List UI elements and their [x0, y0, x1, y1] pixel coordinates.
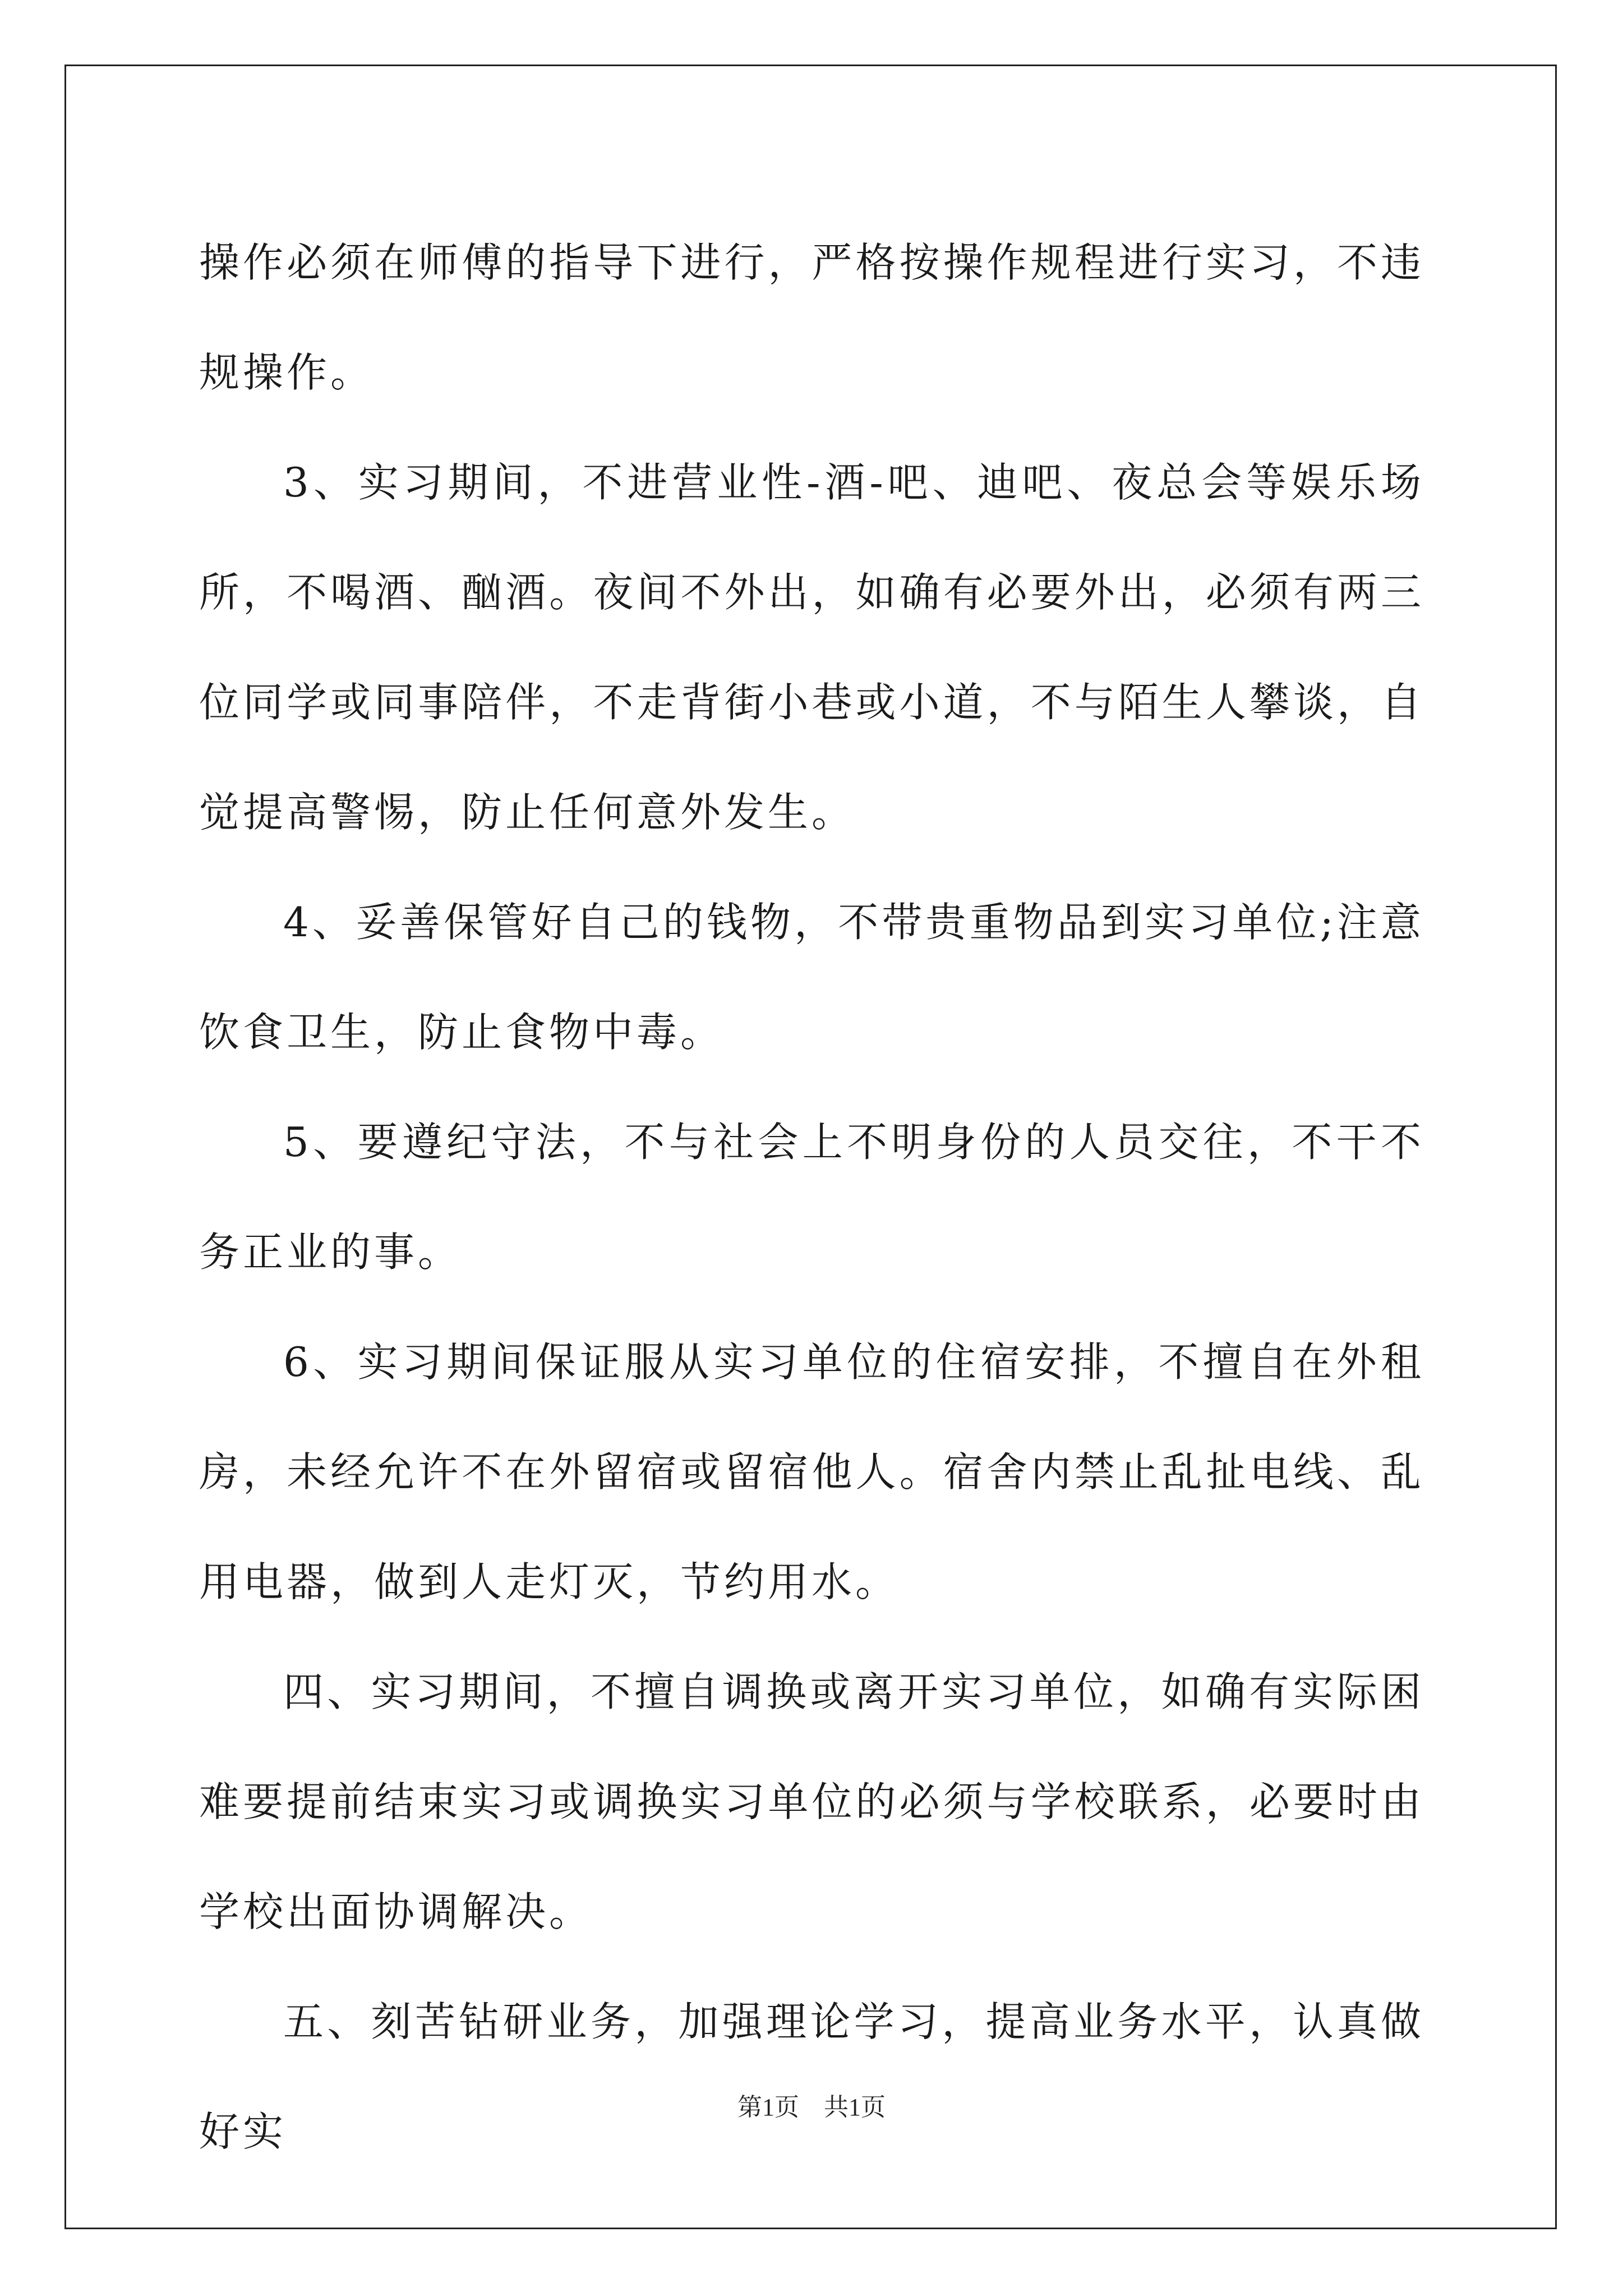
page-number-footer: 第1页 共1页: [737, 2093, 886, 2121]
paragraph-7: 五、刻苦钻研业务，加强理论学习，提高业务水平，认真做好实: [199, 1998, 1424, 2155]
paragraph-4: 5、要遵纪守法，不与社会上不明身份的人员交往，不干不务正业的事。: [199, 1119, 1424, 1276]
paragraph-3: 4、妥善保管好自己的钱物，不带贵重物品到实习单位;注意饮食卫生，防止食物中毒。: [199, 899, 1424, 1056]
paragraph-2: 3、实习期间，不进营业性-酒-吧、迪吧、夜总会等娱乐场所，不喝酒、酗酒。夜间不外出，如确有必要外出，必须有两三位同学或同事陪伴，不走背街小巷或小道，不与陌生人攀谈，自觉提高警惕，防止任何意外发生。: [199, 459, 1424, 836]
paragraph-5: 6、实习期间保证服从实习单位的住宿安排，不擅自在外租房，未经允许不在外留宿或留宿他人。宿舍内禁止乱扯电线、乱用电器，做到人走灯灭，节约用水。: [199, 1338, 1424, 1605]
paragraph-6: 四、实习期间，不擅自调换或离开实习单位，如确有实际困难要提前结束实习或调换实习单位的必须与学校联系，必要时由学校出面协调解决。: [199, 1668, 1424, 1935]
paragraph-1: 操作必须在师傅的指导下进行，严格按操作规程进行实习，不违规操作。: [199, 239, 1424, 396]
document-body: [199, 208, 1424, 2187]
